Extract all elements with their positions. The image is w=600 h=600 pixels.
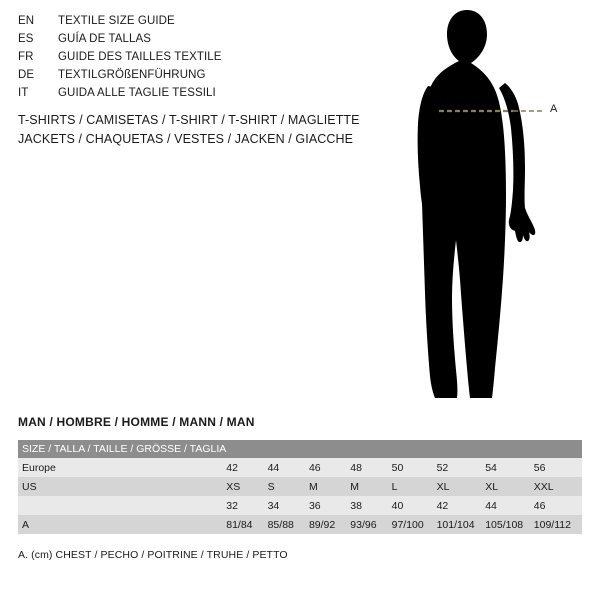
row-label-europe: Europe [18, 458, 226, 477]
cell-us-2: S [268, 477, 309, 496]
cell-a-3: 89/92 [309, 515, 350, 534]
table-row [18, 496, 582, 515]
cell-us-3: M [309, 477, 350, 496]
cell-europe-1: 42 [226, 458, 267, 477]
cell-europe-6: 52 [437, 458, 486, 477]
table-header-c1 [226, 440, 267, 458]
table-header-label: SIZE / TALLA / TAILLE / GRÖSSE / TAGLIA [18, 440, 226, 458]
cell-a-4: 93/96 [350, 515, 391, 534]
language-row-de [18, 69, 378, 87]
cell-a-5: 97/100 [392, 515, 437, 534]
table-row [18, 458, 582, 477]
cell-europe-7: 54 [485, 458, 534, 477]
cell-us-8: XXL [534, 477, 582, 496]
table-header-row [18, 440, 582, 458]
language-header-block [18, 15, 378, 105]
table-header-c6 [437, 440, 486, 458]
language-text-de: TEXTILGRÖßENFÜHRUNG [58, 69, 206, 81]
language-row-es [18, 33, 378, 51]
language-code-fr: FR [18, 51, 34, 63]
cell-europe-2: 44 [268, 458, 309, 477]
table-header-c5 [392, 440, 437, 458]
language-row-en [18, 15, 378, 33]
row-label-us: US [18, 477, 226, 496]
table-row [18, 515, 582, 534]
cell-usnum-4: 38 [350, 496, 391, 515]
language-row-fr [18, 51, 378, 69]
measure-label-a: A [550, 103, 558, 115]
row-label-us-numeric [18, 496, 226, 515]
table-row [18, 477, 582, 496]
cell-usnum-3: 36 [309, 496, 350, 515]
cell-a-8: 109/112 [534, 515, 582, 534]
table-header-c4 [350, 440, 391, 458]
cell-a-1: 81/84 [226, 515, 267, 534]
cell-europe-8: 56 [534, 458, 582, 477]
cell-europe-5: 50 [392, 458, 437, 477]
cell-us-6: XL [437, 477, 486, 496]
table-title-man: MAN / HOMBRE / HOMME / MANN / MAN [18, 415, 255, 429]
cell-a-2: 85/88 [268, 515, 309, 534]
table-header-c7 [485, 440, 534, 458]
cell-a-7: 105/108 [485, 515, 534, 534]
language-code-de: DE [18, 69, 35, 81]
language-code-es: ES [18, 33, 34, 45]
garment-category-block [18, 111, 438, 149]
language-text-it: GUIDA ALLE TAGLIE TESSILI [58, 87, 216, 99]
cell-usnum-1: 32 [226, 496, 267, 515]
cell-usnum-5: 40 [392, 496, 437, 515]
cell-usnum-6: 42 [437, 496, 486, 515]
garment-line-tshirts: T-SHIRTS / CAMISETAS / T-SHIRT / T-SHIRT / MAGLIETTE [18, 113, 360, 127]
cell-us-5: L [392, 477, 437, 496]
row-label-a: A [18, 515, 226, 534]
cell-us-7: XL [485, 477, 534, 496]
language-row-it [18, 87, 378, 105]
cell-usnum-8: 46 [534, 496, 582, 515]
table-header-c2 [268, 440, 309, 458]
cell-us-4: M [350, 477, 391, 496]
table-header-c8 [534, 440, 582, 458]
language-code-en: EN [18, 15, 35, 27]
language-text-en: TEXTILE SIZE GUIDE [58, 15, 175, 27]
cell-europe-3: 46 [309, 458, 350, 477]
cell-europe-4: 48 [350, 458, 391, 477]
measurement-footnote: A. (cm) CHEST / PECHO / POITRINE / TRUHE / PETTO [18, 549, 288, 561]
cell-us-1: XS [226, 477, 267, 496]
language-code-it: IT [18, 87, 29, 99]
table-header-c3 [309, 440, 350, 458]
language-text-es: GUÍA DE TALLAS [58, 33, 152, 45]
cell-usnum-7: 44 [485, 496, 534, 515]
cell-a-6: 101/104 [437, 515, 486, 534]
language-text-fr: GUIDE DES TAILLES TEXTILE [58, 51, 222, 63]
male-silhouette-figure [395, 8, 595, 408]
cell-usnum-2: 34 [268, 496, 309, 515]
garment-line-jackets: JACKETS / CHAQUETAS / VESTES / JACKEN / GIACCHE [18, 132, 354, 146]
size-table [18, 440, 582, 534]
